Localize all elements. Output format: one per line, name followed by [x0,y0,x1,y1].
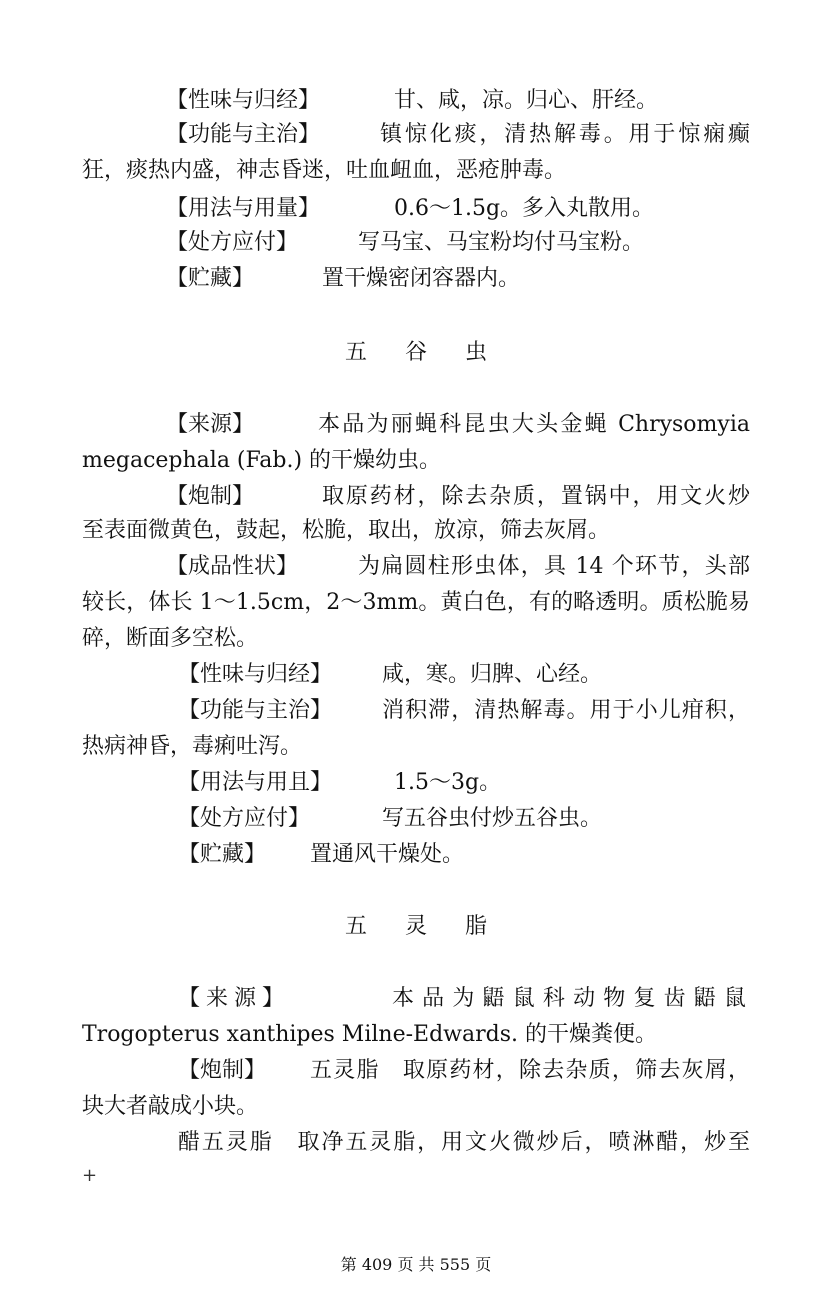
section1-gongneng-text-cont: 狂，痰热内盛，神志昏迷，吐血衄血，恶疮肿毒。 [82,158,567,183]
section1-gongneng-text: 镇惊化痰，清热解毒。用于惊痫癫 [380,122,750,147]
section1-zhucang-text: 置干燥密闭容器内。 [322,266,521,291]
section3-paozhi-text-cont: 块大者敲成小块。 [82,1094,259,1119]
section2-paozhi-label: 【炮制】 [166,484,255,509]
section2-yongfa-label: 【用法与用且】 [178,770,333,795]
section1-yongfa-label: 【用法与用量】 [166,196,321,221]
section3-title: 五灵脂 [344,914,525,939]
continuation-mark: + [82,1165,98,1186]
section2-zhucang-text: 置通风干燥处。 [310,842,465,867]
section1-xingwei-label: 【性味与归经】 [166,88,321,113]
section2-paozhi-text-cont: 至表面微黄色，鼓起，松脆，取出，放凉，筛去灰屑。 [82,518,611,543]
section2-xingzhuang-text: 为扁圆柱形虫体，具 14 个环节，头部 [358,554,750,579]
section2-xingzhuang-label: 【成品性状】 [166,554,299,579]
section1-gongneng-label: 【功能与主治】 [166,122,321,147]
section1-xingwei-text: 甘、咸，凉。归心、肝经。 [394,88,659,113]
section2-yongfa-text: 1.5～3g。 [394,770,502,795]
section2-gongneng-text-cont: 热病神昏，毒痢吐泻。 [82,734,303,759]
section2-chufang-text: 写五谷虫付炒五谷虫。 [382,806,603,831]
section1-chufang-text: 写马宝、马宝粉均付马宝粉。 [358,230,645,255]
section1-chufang-label: 【处方应付】 [166,230,299,255]
section3-laiyuan-text-cont: Trogopterus xanthipes Milne-Edwards. 的干燥粪便。 [82,1022,657,1047]
section2-laiyuan-text-cont: megacephala (Fab.) 的干燥幼虫。 [82,448,442,473]
section2-xingzhuang-text-end: 碎，断面多空松。 [82,626,259,651]
section2-laiyuan-label: 【来源】 [166,412,255,437]
section3-cu-text: 醋五灵脂 取净五灵脂，用文火微炒后，喷淋醋，炒至 [178,1130,750,1155]
section3-laiyuan-label: 【来源】 [178,986,291,1011]
section1-zhucang-label: 【贮藏】 [166,266,255,291]
section2-xingzhuang-text-cont: 较长，体长 1～1.5cm，2～3mm。黄白色，有的略透明。质松脆易 [82,590,750,615]
section2-zhucang-label: 【贮藏】 [178,842,267,867]
page-footer: 第 409 页 共 555 页 [340,1255,492,1274]
section3-paozhi-label: 【炮制】 [178,1058,267,1083]
section2-title: 五谷虫 [344,340,525,365]
section2-laiyuan-text: 本品为丽蝇科昆虫大头金蝇 Chrysomyia [318,412,750,437]
section2-chufang-label: 【处方应付】 [178,806,311,831]
section2-xingwei-label: 【性味与归经】 [178,662,333,687]
section2-xingwei-text: 咸，寒。归脾、心经。 [382,662,603,687]
section3-paozhi-text: 五灵脂 取原药材，除去杂质，筛去灰屑， [310,1058,750,1083]
section3-laiyuan-text: 本品为鼯鼠科动物复齿鼯鼠 [392,986,750,1011]
section1-yongfa-text: 0.6～1.5g。多入丸散用。 [394,196,655,221]
section2-gongneng-label: 【功能与主治】 [178,698,333,723]
section2-gongneng-text: 消积滞，清热解毒。用于小儿疳积， [382,698,750,723]
section2-paozhi-text: 取原药材，除去杂质，置锅中，用文火炒 [322,484,750,509]
